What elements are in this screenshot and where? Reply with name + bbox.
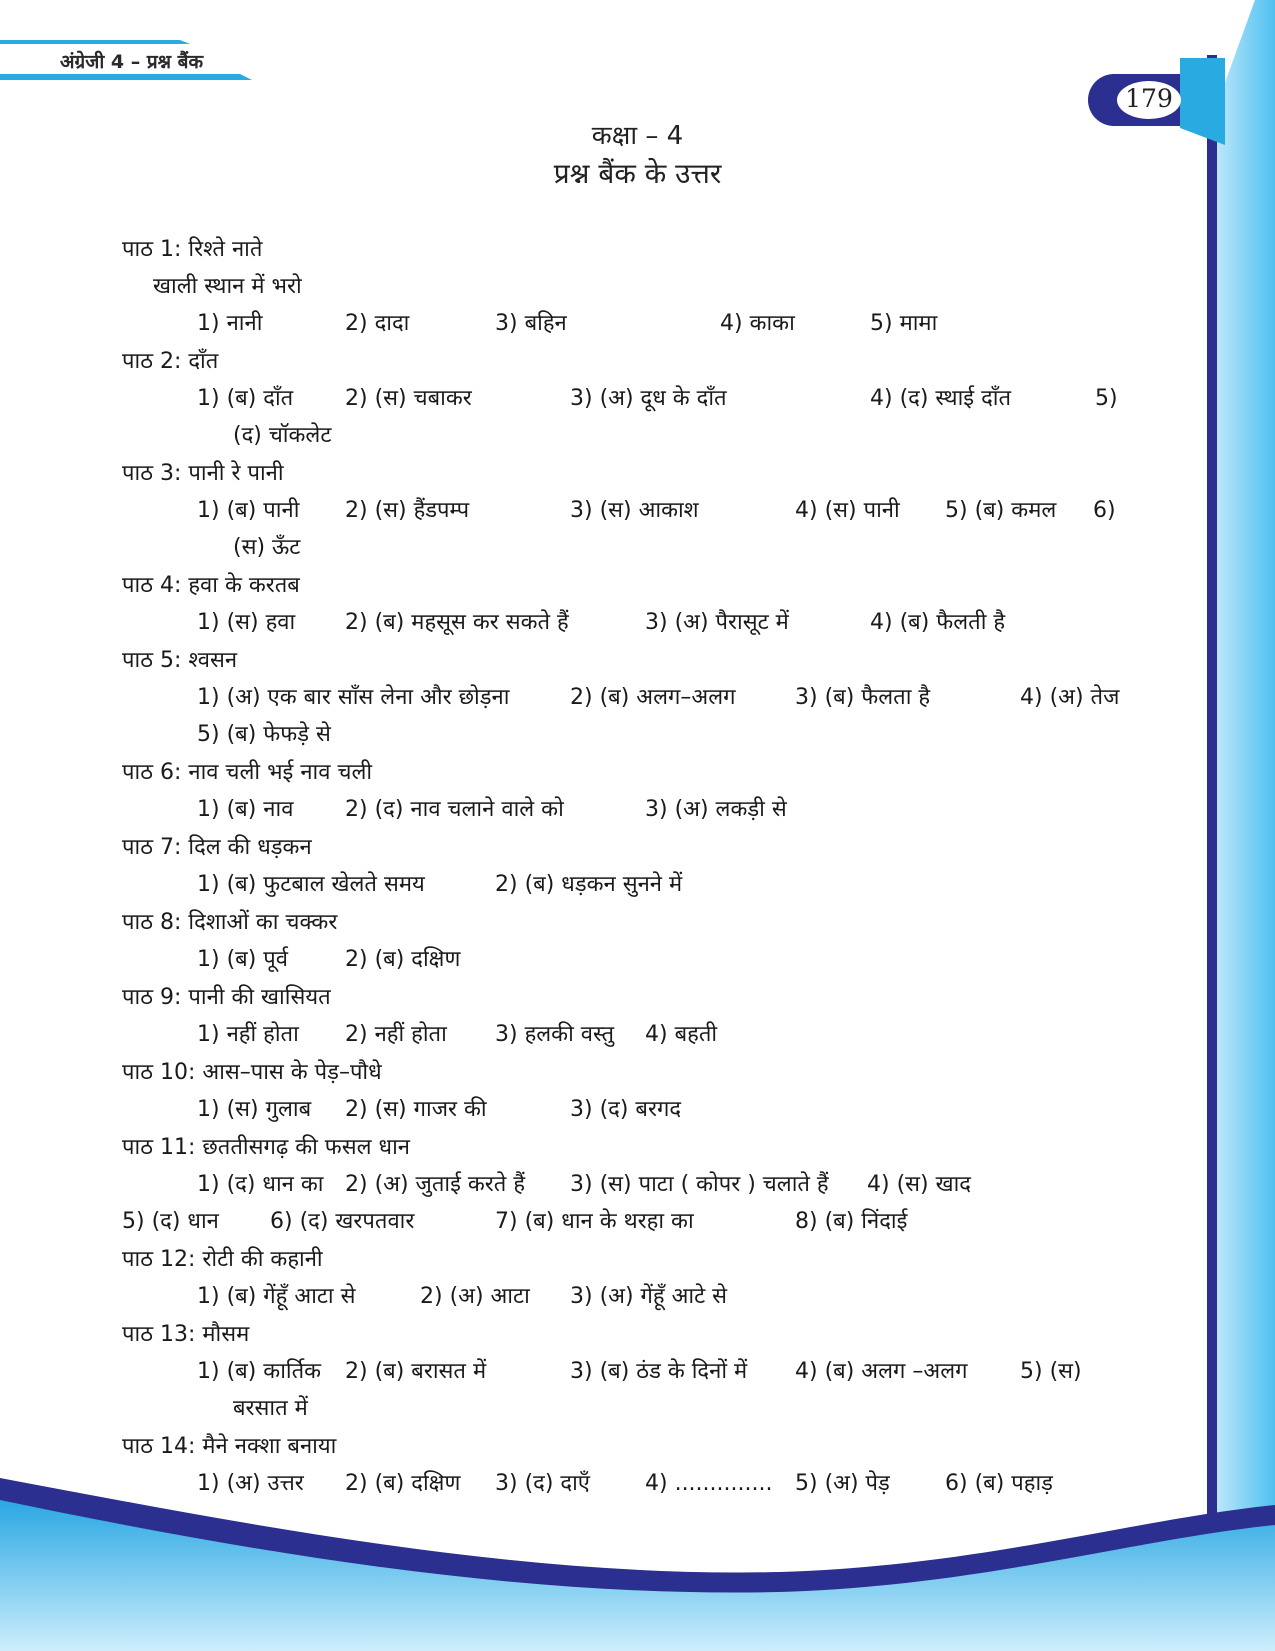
lesson-title: पाठ 3: पानी रे पानी (122, 461, 284, 486)
answer: 1) (ब) नाव (197, 797, 294, 822)
answer: 1) (ब) पानी (197, 498, 300, 523)
answer: 3) (ब) फैलता है (795, 685, 931, 710)
answer: 7) (ब) धान के थरहा का (495, 1209, 694, 1234)
answer: 5) (द) धान (122, 1209, 219, 1234)
answer: 3) हलकी वस्तु (495, 1022, 615, 1047)
lesson-title: पाठ 14: मैने नक्शा बनाया (122, 1434, 337, 1459)
answer: 2) (द) नाव चलाने वाले को (345, 797, 564, 822)
answer: 2) (स) गाजर की (345, 1097, 487, 1122)
answer: 4) (अ) तेज (1020, 685, 1120, 710)
answer: 4) .............. (645, 1471, 773, 1496)
running-header: अंग्रेजी 4 – प्रश्न बैंक (60, 51, 204, 73)
lesson-instruction: खाली स्थान में भरो (153, 274, 302, 299)
lesson-title: पाठ 4: हवा के करतब (122, 573, 300, 598)
lesson-title: पाठ 12: रोटी की कहानी (122, 1247, 323, 1272)
answer: 2) (ब) दक्षिण (345, 947, 461, 972)
answer: 2) (स) चबाकर (345, 386, 472, 411)
lesson-title: पाठ 5: श्वसन (122, 648, 238, 673)
answer-line (233, 421, 331, 451)
answer: 5) (स) (1020, 1359, 1082, 1384)
answer: 5) (अ) पेड़ (795, 1471, 890, 1496)
answer: 1) (ब) दाँत (197, 386, 294, 411)
answer: 1) (स) गुलाब (197, 1097, 312, 1122)
answer: 2) (अ) जुताई करते हैं (345, 1172, 526, 1197)
answer: 2) (ब) महसूस कर सकते हैं (345, 610, 569, 635)
answer: 2) (ब) दक्षिण (345, 1471, 461, 1496)
answer: 1) (ब) गेंहूँ आटा से (197, 1284, 356, 1309)
lesson-title: पाठ 9: पानी की खासियत (122, 985, 331, 1010)
answer: 4) (द) स्थाई दाँत (870, 386, 1012, 411)
page-subtitle: प्रश्न बैंक के उत्तर (553, 157, 722, 190)
answer: 2) (ब) अलग–अलग (570, 685, 736, 710)
answer: 8) (ब) निंदाई (795, 1209, 908, 1234)
answer: 6) (1093, 498, 1116, 523)
answer: 2) नहीं होता (345, 1022, 447, 1047)
lesson-title: पाठ 11: छततीसगढ़ की फसल धान (122, 1135, 410, 1160)
page-title: कक्षा – 4 (591, 121, 684, 151)
answer: 1) (अ) उत्तर (197, 1471, 304, 1496)
answer: 3) (अ) लकड़ी से (645, 797, 787, 822)
page-number: 179 (1125, 84, 1173, 113)
answer: 3) (अ) पैरासूट में (645, 610, 789, 635)
answer: 6) (ब) पहाड़ (945, 1471, 1053, 1496)
answer: 5) मामा (870, 311, 938, 336)
answer: 2) (ब) बरासत में (345, 1359, 487, 1384)
answer: 5) (ब) कमल (945, 498, 1057, 523)
answer: 4) (स) पानी (795, 498, 900, 523)
answer-line (233, 1394, 308, 1424)
lesson-title: पाठ 1: रिश्ते नाते (122, 237, 263, 262)
answer: 4) काका (720, 311, 795, 336)
answer: 1) (द) धान का (197, 1172, 324, 1197)
answer: 2) (ब) धड़कन सुनने में (495, 872, 683, 897)
answer: 5) (1095, 386, 1118, 411)
lesson-title: पाठ 2: दाँत (122, 349, 219, 374)
answer: 3) (द) बरगद (570, 1097, 682, 1122)
answer: 3) (अ) दूध के दाँत (570, 386, 727, 411)
answer: 3) (द) दाएँ (495, 1471, 590, 1496)
answer: 1) (ब) फुटबाल खेलते समय (197, 872, 425, 897)
answer: 2) (स) हैंडपम्प (345, 498, 470, 523)
answer: 1) (अ) एक बार साँस लेना और छोड़ना (197, 685, 510, 710)
answer: 3) (स) आकाश (570, 498, 699, 523)
answer: 4) (ब) अलग –अलग (795, 1359, 968, 1384)
lesson-title: पाठ 8: दिशाओं का चक्कर (122, 910, 338, 935)
answer: 1) नानी (197, 311, 263, 336)
lesson-title: पाठ 13: मौसम (122, 1322, 250, 1347)
answer: 1) (ब) कार्तिक (197, 1359, 322, 1384)
answer: बरसात में (233, 1396, 308, 1421)
lesson-title: पाठ 10: आस–पास के पेड़–पौधे (122, 1060, 382, 1085)
answer: 4) (स) खाद (867, 1172, 971, 1197)
answer: 3) (स) पाटा ( कोपर ) चलाते हैं (570, 1172, 829, 1197)
answer: 3) (अ) गेंहूँ आटे से (570, 1284, 728, 1309)
answer-line (197, 720, 331, 750)
answer: 4) बहती (645, 1022, 718, 1047)
answer: 1) (ब) पूर्व (197, 947, 289, 972)
answer: 5) (ब) फेफड़े से (197, 722, 331, 747)
bottom-wave (0, 1478, 1275, 1651)
answer: (द) चॉकलेट (233, 423, 332, 448)
answer: 2) (अ) आटा (420, 1284, 530, 1309)
answer: 3) बहिन (495, 311, 567, 336)
answer-line (233, 533, 300, 563)
answer: 2) दादा (345, 311, 410, 336)
answer: (स) ऊँट (233, 535, 301, 560)
answer: 1) नहीं होता (197, 1022, 299, 1047)
right-band (1207, 0, 1275, 1560)
answer: 1) (स) हवा (197, 610, 296, 635)
answer: 6) (द) खरपतवार (270, 1209, 415, 1234)
lesson-title: पाठ 6: नाव चली भई नाव चली (122, 760, 373, 785)
lesson-title: पाठ 7: दिल की धड़कन (122, 835, 312, 860)
answer: 3) (ब) ठंड के दिनों में (570, 1359, 748, 1384)
answer: 4) (ब) फैलती है (870, 610, 1006, 635)
